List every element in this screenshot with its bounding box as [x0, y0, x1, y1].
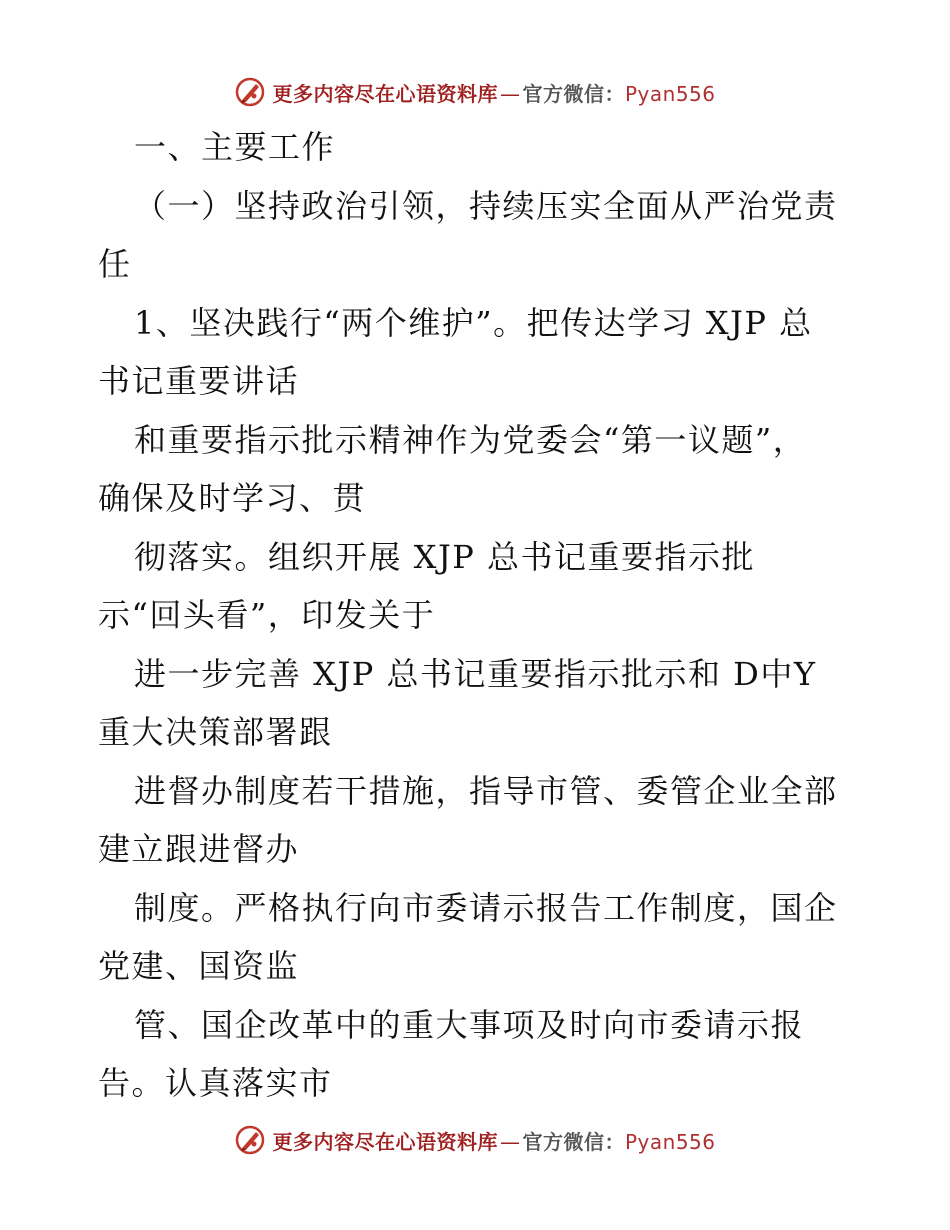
paragraph-line: 确保及时学习、贯 [98, 479, 367, 517]
watermark-id: Pyan556 [624, 81, 716, 106]
paragraph-line: 书记重要讲话 [98, 362, 300, 400]
paragraph-line: 和重要指示批示精神作为党委会“第一议题”， [134, 420, 807, 459]
paragraph-line: 告。认真落实市 [98, 1064, 333, 1102]
subsection-heading: （一）坚持政治引领，持续压实全面从严治党责 [134, 186, 838, 225]
footer-watermark [0, 1120, 950, 1160]
header-watermark [0, 72, 950, 112]
paragraph-line: 管、国企改革中的重大事项及时向市委请示报 [134, 1005, 805, 1044]
paragraph-line: 进督办制度若干措施，指导市管、委管企业全部 [134, 771, 838, 810]
watermark-dash: — [499, 1129, 521, 1154]
watermark-official: 官方微信： [522, 81, 625, 106]
paragraph-line: 彻落实。组织开展 XJP 总书记重要指示批 [134, 537, 755, 576]
watermark-brand: 更多内容尽在心语资料库 [272, 81, 498, 106]
subsection-heading-cont: 任 [98, 245, 132, 283]
document-body [98, 118, 858, 1113]
pen-logo-icon [234, 1124, 266, 1156]
section-heading: 一、主要工作 [134, 128, 336, 166]
watermark-dash: — [499, 81, 521, 106]
watermark-id: Pyan556 [624, 1129, 716, 1154]
paragraph-line: 制度。严格执行向市委请示报告工作制度，国企 [134, 888, 838, 927]
paragraph-line: 1、坚决践行“两个维护”。把传达学习 XJP 总 [134, 303, 813, 342]
watermark-text [272, 78, 715, 107]
paragraph-line: 重大决策部署跟 [98, 713, 333, 751]
paragraph-line: 进一步完善 XJP 总书记重要指示批示和 D中Y [134, 654, 817, 693]
watermark-brand: 更多内容尽在心语资料库 [272, 1129, 498, 1154]
watermark-official: 官方微信： [522, 1129, 625, 1154]
pen-logo-icon [234, 76, 266, 108]
watermark-text [272, 1126, 715, 1155]
paragraph-line: 党建、国资监 [98, 947, 300, 985]
paragraph-line: 示“回头看”，印发关于 [98, 596, 436, 634]
paragraph-line: 建立跟进督办 [98, 830, 300, 868]
